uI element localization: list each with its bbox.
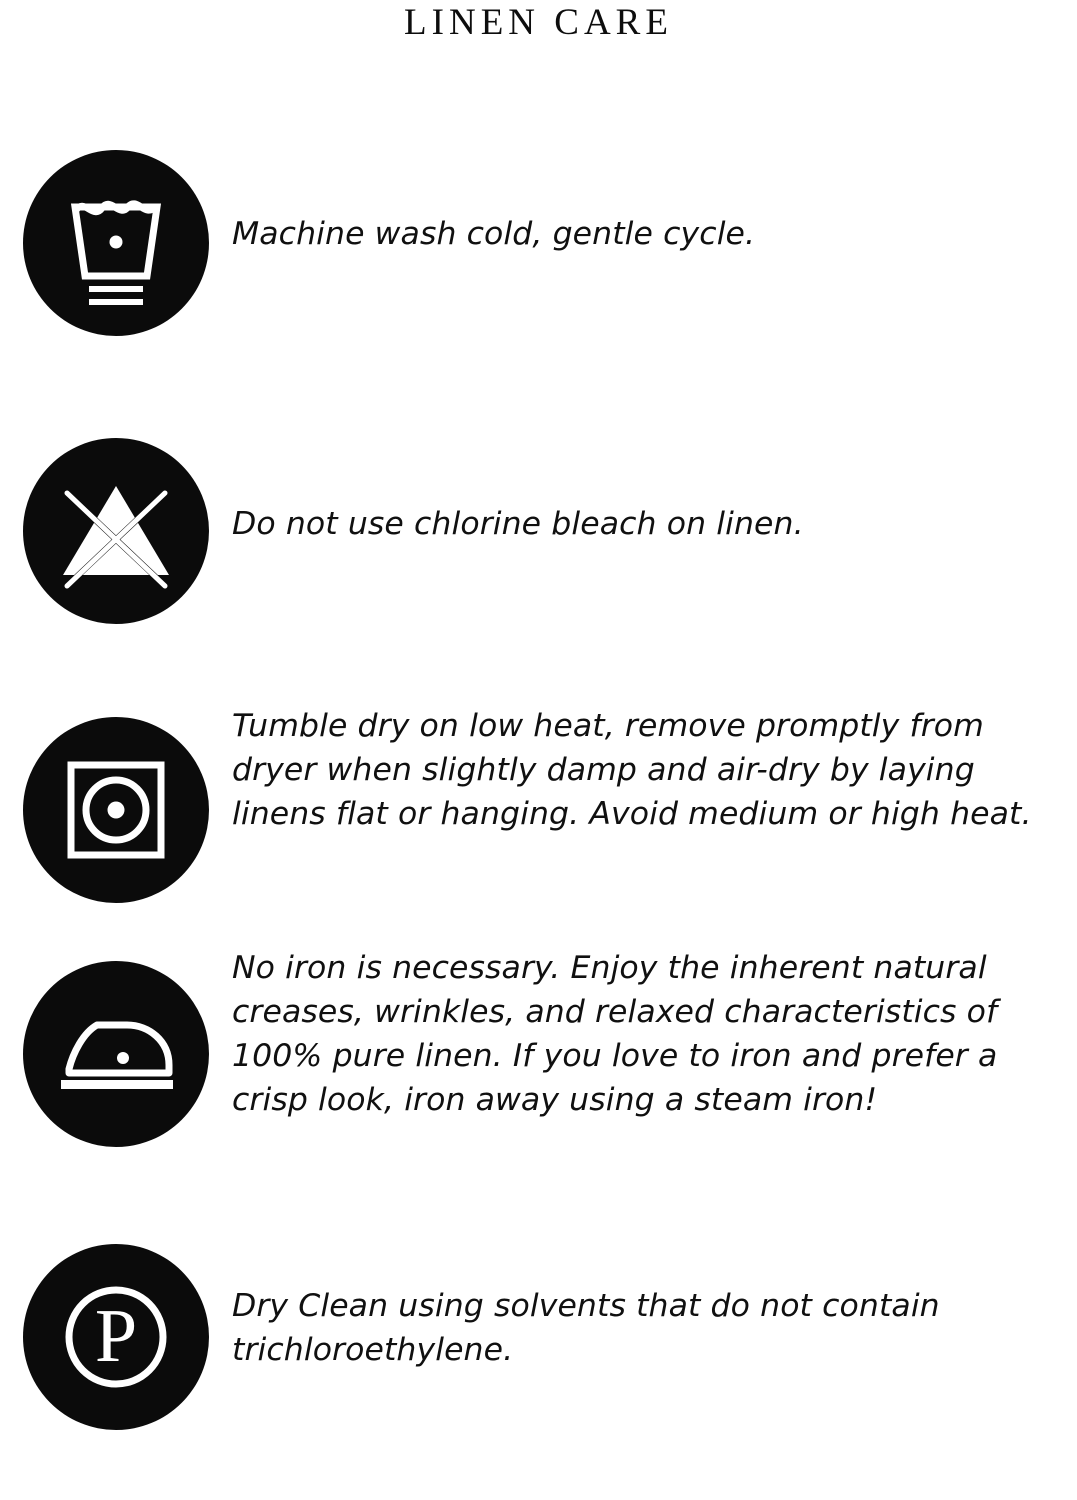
tumble-dry-low-icon: [23, 717, 209, 903]
text-cell: [232, 438, 1077, 546]
care-instruction-text: Machine wash cold, gentle cycle.: [232, 216, 756, 252]
icon-cell: [0, 939, 232, 1147]
care-instruction-list: [0, 150, 1077, 1431]
do-not-bleach-icon: [23, 438, 209, 624]
page-title: LINEN CARE: [404, 2, 673, 43]
icon-cell: [0, 1231, 232, 1430]
list-item: [0, 150, 1077, 438]
icon-cell: [0, 671, 232, 903]
list-item: [0, 671, 1077, 939]
care-instruction-text: Tumble dry on low heat, remove promptly from dryer when slightly damp and air-dry by laying linens flat or hanging. Avoid medium or high heat.: [232, 708, 1032, 832]
care-instruction-text: No iron is necessary. Enjoy the inherent natural creases, wrinkles, and relaxed characteristics of 100% pure linen. If you love to iron and prefer a crisp look, iron away using a steam iron!: [232, 950, 998, 1118]
care-instruction-text: Do not use chlorine bleach on linen.: [232, 506, 804, 542]
text-cell: [232, 150, 1077, 256]
iron-icon: [23, 961, 209, 1147]
list-item: [0, 939, 1077, 1231]
text-cell: [232, 671, 1077, 836]
dry-clean-p-icon: [23, 1244, 209, 1430]
list-item: [0, 438, 1077, 671]
text-cell: [232, 1231, 1077, 1372]
care-instruction-text: Dry Clean using solvents that do not contain trichloroethylene.: [232, 1288, 940, 1368]
icon-cell: [0, 150, 232, 336]
machine-wash-cold-icon: [23, 150, 209, 336]
svg-text:P: P: [94, 1294, 138, 1378]
list-item: [0, 1231, 1077, 1431]
text-cell: [232, 939, 1077, 1122]
icon-cell: [0, 438, 232, 624]
